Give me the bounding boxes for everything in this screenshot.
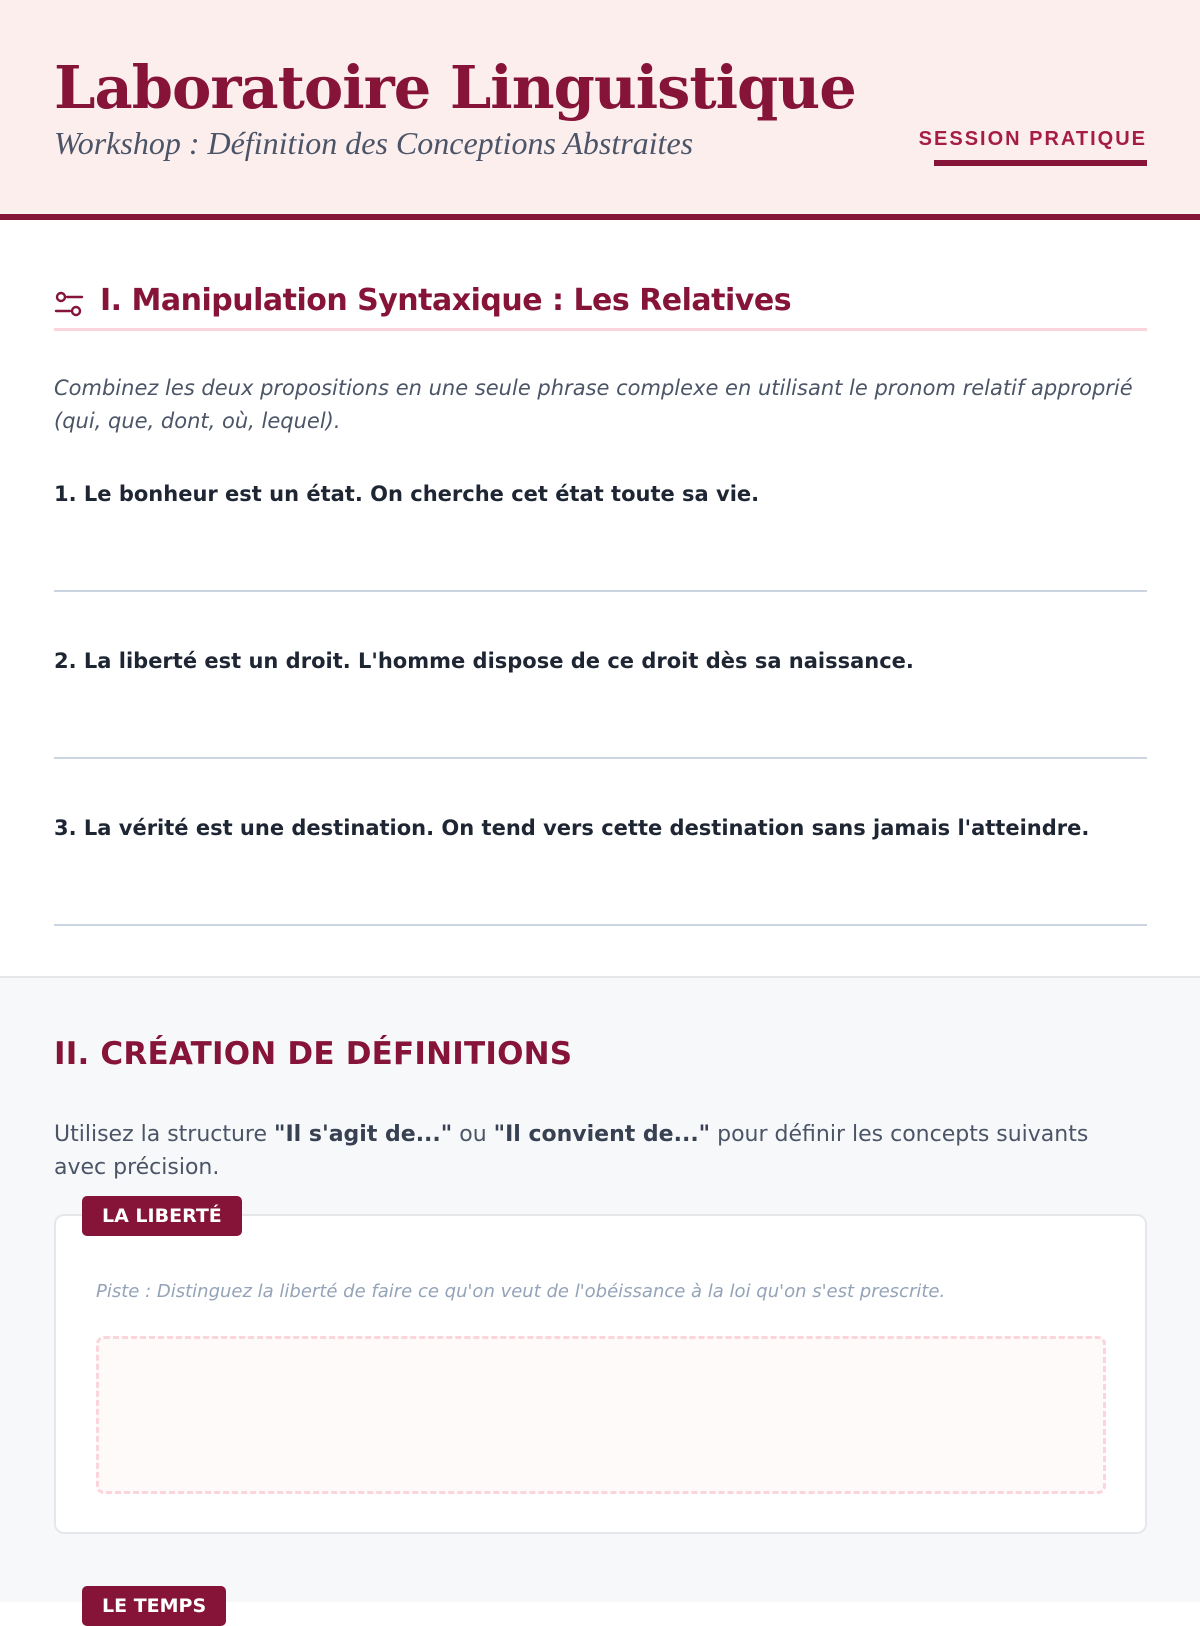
- instruction-text: ou: [452, 1122, 494, 1147]
- answer-box[interactable]: [96, 1336, 1106, 1494]
- section-instructions: [54, 1118, 1147, 1184]
- session-underline: [934, 160, 1147, 166]
- page-header: [0, 0, 1200, 220]
- exercise-item[interactable]: [54, 647, 1147, 759]
- exercise-prompt: 1. Le bonheur est un état. On cherche cet état toute sa vie.: [54, 482, 760, 506]
- section-instructions: Combinez les deux propositions en une seule phrase complexe en utilisant le pronom relatif approprié (qui, que, dont, où, lequel).: [54, 376, 1133, 433]
- page-subtitle: Workshop : Définition des Conceptions Abstraites: [54, 125, 694, 161]
- section-header: [54, 280, 1147, 331]
- section-title: II. CRÉATION DE DÉFINITIONS: [54, 1036, 573, 1072]
- concept-tag: LA LIBERTÉ: [82, 1196, 242, 1236]
- exercise-item[interactable]: [54, 480, 1147, 592]
- section-title: I. Manipulation Syntaxique : Les Relatives: [100, 283, 792, 318]
- exercise-item[interactable]: [54, 814, 1147, 926]
- section-relatives: [54, 280, 1147, 840]
- instruction-phrase: "Il convient de...": [493, 1122, 711, 1147]
- concept-tag: LE TEMPS: [82, 1586, 226, 1626]
- sliders-icon: [54, 289, 84, 319]
- definition-card: [54, 1214, 1147, 1534]
- session-badge: SESSION PRATIQUE: [918, 128, 1147, 150]
- section-definitions: [0, 976, 1200, 1617]
- instruction-phrase: "Il s'agit de...": [274, 1122, 453, 1147]
- instruction-text: pour définir les concepts suivants avec précision.: [54, 1122, 1089, 1180]
- instruction-text: Utilisez la structure: [54, 1122, 275, 1147]
- exercise-prompt: 3. La vérité est une destination. On tend vers cette destination sans jamais l'atteindre.: [54, 816, 1090, 840]
- page-title: Laboratoire Linguistique: [54, 53, 856, 122]
- exercise-prompt: 2. La liberté est un droit. L'homme dispose de ce droit dès sa naissance.: [54, 649, 914, 673]
- card-hint: Piste : Distinguez la liberté de faire ce qu'on veut de l'obéissance à la loi qu'on s'est prescrite.: [96, 1281, 946, 1302]
